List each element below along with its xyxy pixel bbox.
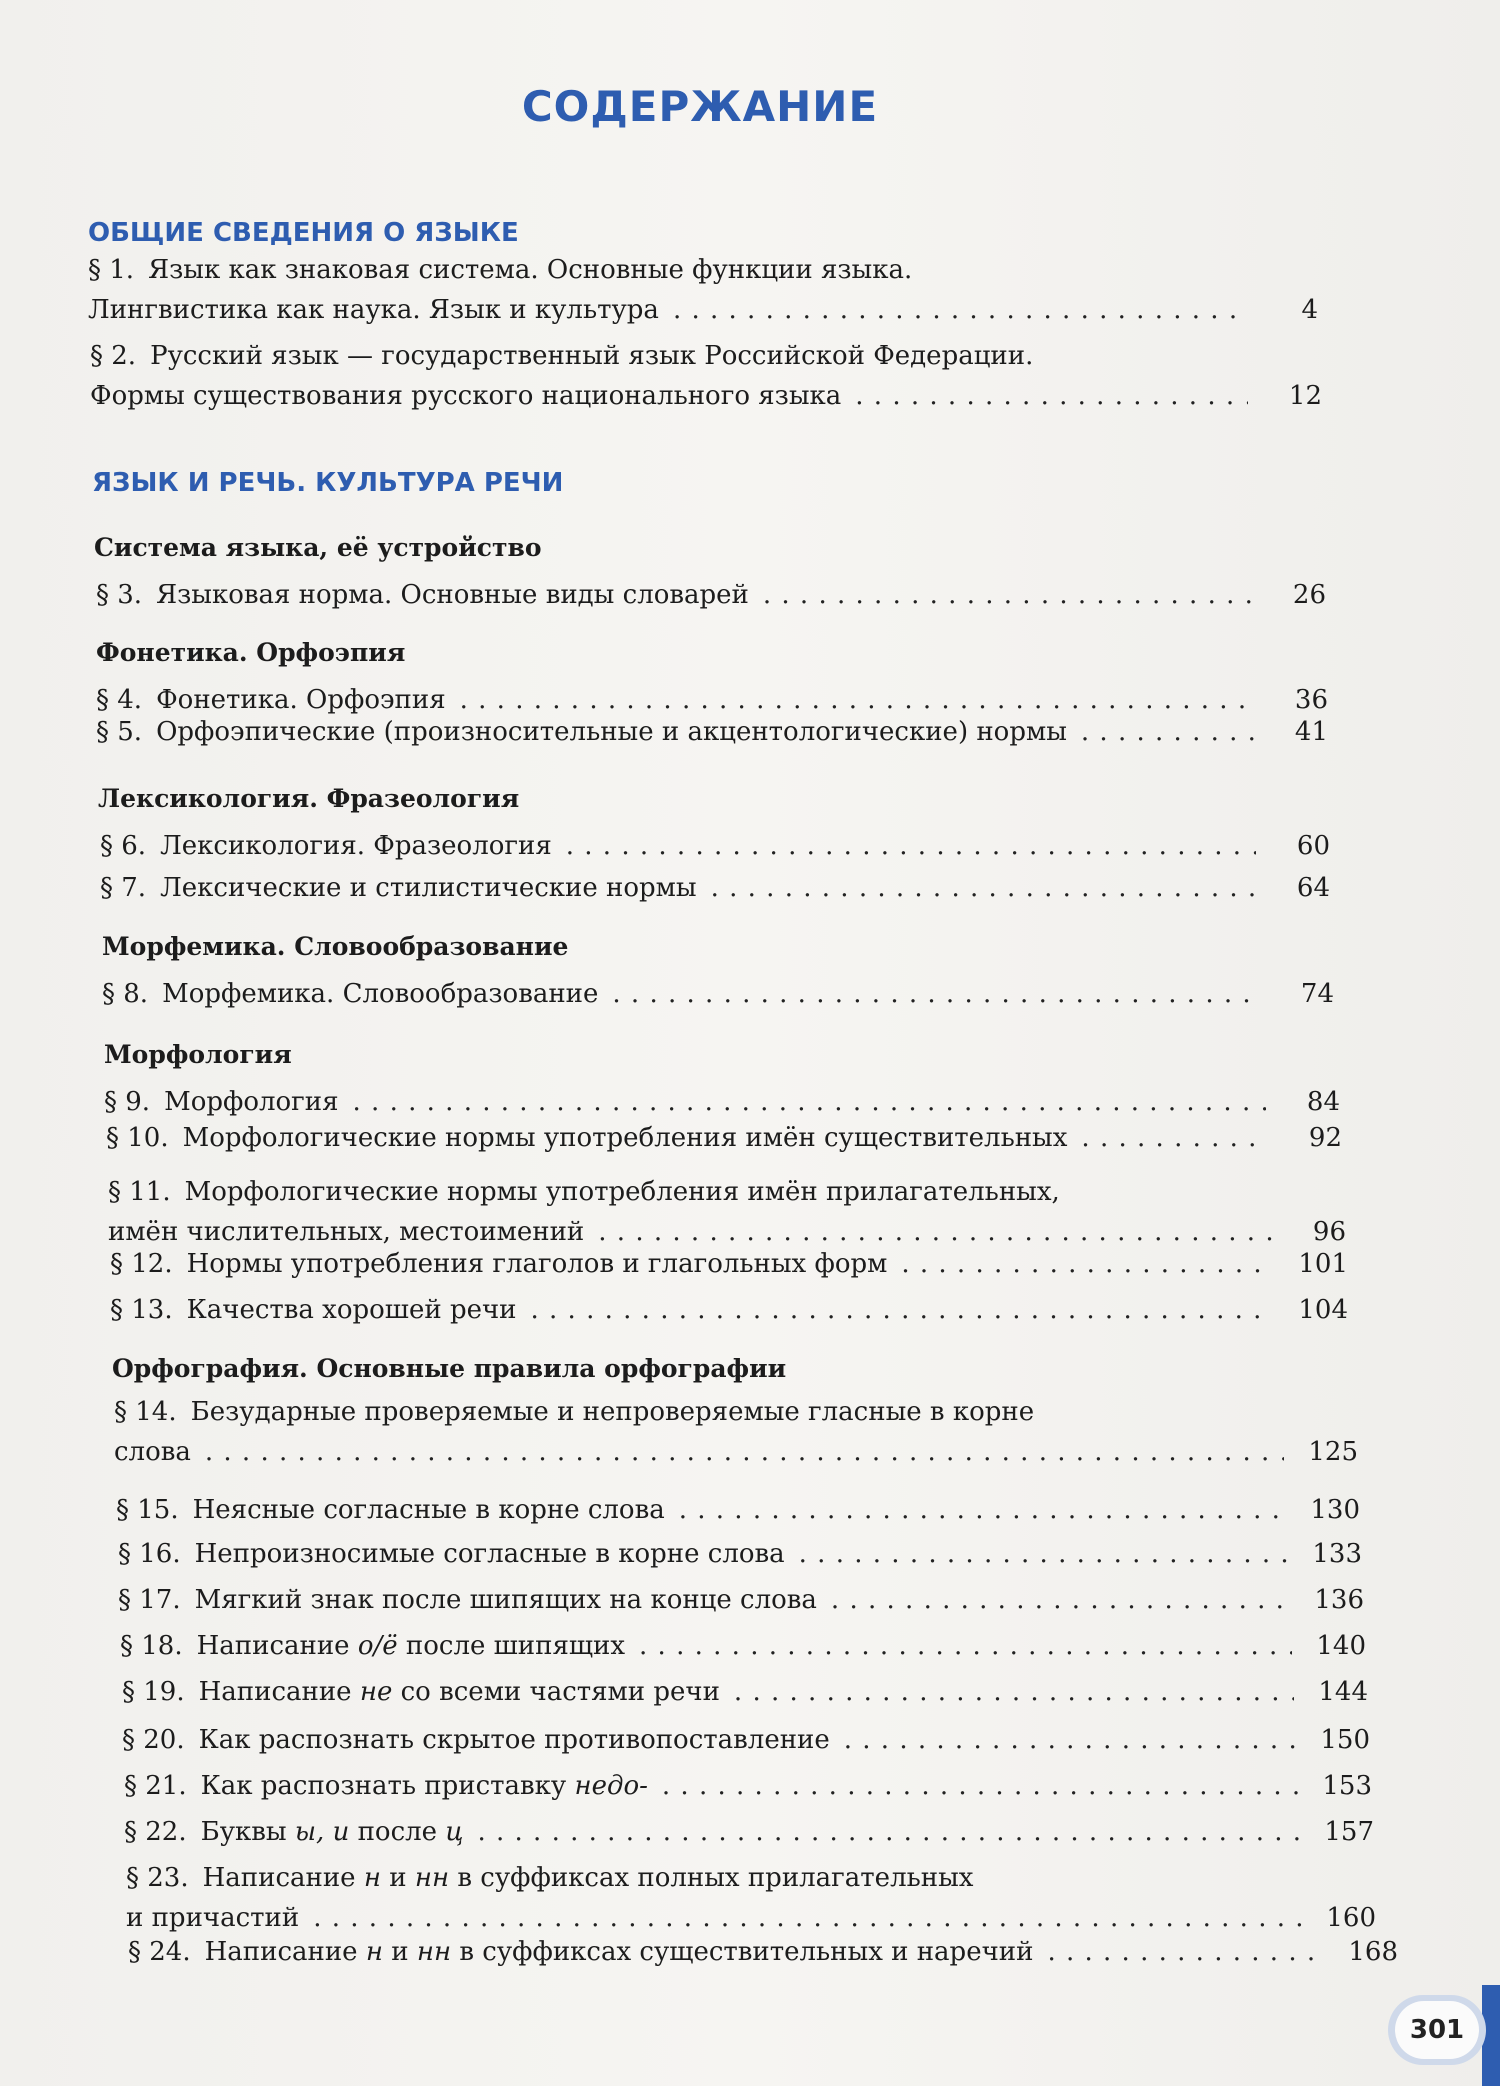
entry-title-cont: Формы существования русского национального языка	[90, 381, 842, 411]
toc-entry[interactable]	[110, 1244, 1348, 1284]
toc-entry[interactable]	[106, 1118, 1342, 1158]
toc-entry[interactable]	[96, 712, 1328, 752]
toc-entry[interactable]	[116, 1490, 1360, 1530]
entry-page: 130	[1310, 1495, 1360, 1525]
entry-number: § 19.	[122, 1677, 185, 1707]
entry-title: Написание о/ё после шипящих	[196, 1631, 626, 1661]
subsection-heading: Фонетика. Орфоэпия	[96, 638, 406, 667]
entry-number: § 15.	[116, 1495, 179, 1525]
entry-number: § 3.	[96, 580, 143, 610]
entry-page: 12	[1288, 381, 1322, 411]
entry-title: Язык как знаковая система. Основные функции языка.	[148, 255, 913, 285]
toc-entry[interactable]	[100, 868, 1330, 908]
toc-entry[interactable]	[104, 1082, 1340, 1122]
entry-title: Орфоэпические (произносительные и акцентологические) нормы	[156, 717, 1067, 747]
entry-page: 4	[1301, 295, 1318, 325]
entry-title: Мягкий знак после шипящих на конце слова	[194, 1585, 817, 1615]
entry-page: 140	[1316, 1631, 1366, 1661]
entry-title: Неясные согласные в корне слова	[192, 1495, 665, 1525]
section-heading: ЯЗЫК И РЕЧЬ. КУЛЬТУРА РЕЧИ	[92, 468, 564, 498]
section-heading: ОБЩИЕ СВЕДЕНИЯ О ЯЗЫКЕ	[88, 218, 519, 248]
entry-title: Морфемика. Словообразование	[162, 979, 599, 1009]
entry-number: § 10.	[106, 1123, 169, 1153]
toc-entry[interactable]	[118, 1534, 1362, 1574]
toc-entry[interactable]	[128, 1932, 1398, 1972]
entry-page: 157	[1324, 1817, 1374, 1847]
entry-page: 136	[1314, 1585, 1364, 1615]
entry-title: Как распознать приставку недо-	[200, 1771, 648, 1801]
page-number: 301	[1395, 2001, 1479, 2059]
entry-title: Морфологические нормы употребления имён существительных	[182, 1123, 1068, 1153]
entry-page: 125	[1308, 1437, 1358, 1467]
entry-number: § 21.	[124, 1771, 187, 1801]
entry-number: § 9.	[104, 1087, 151, 1117]
toc-entry[interactable]	[88, 250, 1318, 330]
entry-page: 26	[1292, 580, 1326, 610]
entry-page: 133	[1312, 1539, 1362, 1569]
toc-entry[interactable]	[96, 575, 1326, 615]
entry-number: § 16.	[118, 1539, 181, 1569]
toc-entry[interactable]	[120, 1626, 1366, 1666]
entry-page: 150	[1320, 1725, 1370, 1755]
entry-number: § 23.	[126, 1863, 189, 1893]
toc-entry[interactable]	[114, 1392, 1358, 1472]
entry-page: 101	[1298, 1249, 1348, 1279]
subsection-heading: Лексикология. Фразеология	[98, 784, 520, 813]
entry-title: Морфологические нормы употребления имён прилагательных,	[184, 1177, 1060, 1207]
toc-entry[interactable]	[124, 1812, 1374, 1852]
entry-number: § 5.	[96, 717, 143, 747]
entry-number: § 8.	[102, 979, 149, 1009]
toc-entry[interactable]	[110, 1290, 1348, 1330]
entry-number: § 13.	[110, 1295, 173, 1325]
entry-page: 168	[1348, 1937, 1398, 1967]
entry-title: Лексикология. Фразеология	[160, 831, 552, 861]
toc-entry[interactable]	[100, 826, 1330, 866]
entry-page: 64	[1296, 873, 1330, 903]
entry-page: 60	[1296, 831, 1330, 861]
entry-number: § 20.	[122, 1725, 185, 1755]
entry-title-cont: и причастий	[126, 1903, 300, 1933]
page-title: СОДЕРЖАНИЕ	[521, 82, 879, 131]
toc-entry[interactable]	[90, 336, 1322, 416]
entry-title: Написание н и нн в суффиксах существительных и наречий	[204, 1937, 1034, 1967]
toc-entry[interactable]	[124, 1766, 1372, 1806]
toc-entry[interactable]	[102, 974, 1334, 1014]
entry-title: Написание не со всеми частями речи	[198, 1677, 720, 1707]
subsection-heading: Орфография. Основные правила орфографии	[112, 1354, 787, 1383]
entry-number: § 6.	[100, 831, 147, 861]
entry-title-cont: имён числительных, местоимений	[108, 1217, 585, 1247]
entry-title: Русский язык — государственный язык Российской Федерации.	[150, 341, 1034, 371]
entry-title-cont: слова	[114, 1437, 191, 1467]
entry-page: 96	[1312, 1217, 1346, 1247]
entry-page: 74	[1300, 979, 1334, 1009]
entry-number: § 2.	[90, 341, 137, 371]
subsection-heading: Морфемика. Словообразование	[102, 932, 569, 961]
toc-entry[interactable]	[122, 1672, 1368, 1712]
toc-entry[interactable]	[108, 1172, 1346, 1252]
entry-number: § 24.	[128, 1937, 191, 1967]
entry-title: Написание н и нн в суффиксах полных прилагательных	[202, 1863, 974, 1893]
entry-number: § 14.	[114, 1397, 177, 1427]
toc-entry[interactable]	[118, 1580, 1364, 1620]
entry-title: Лексические и стилистические нормы	[160, 873, 697, 903]
entry-number: § 4.	[96, 685, 143, 715]
page-number-badge	[1388, 1995, 1486, 2065]
entry-title: Морфология	[164, 1087, 339, 1117]
entry-title: Языковая норма. Основные виды словарей	[156, 580, 749, 610]
entry-number: § 1.	[88, 255, 135, 285]
entry-number: § 12.	[110, 1249, 173, 1279]
entry-title: Качества хорошей речи	[186, 1295, 517, 1325]
entry-page: 144	[1318, 1677, 1368, 1707]
entry-number: § 17.	[118, 1585, 181, 1615]
entry-number: § 7.	[100, 873, 147, 903]
subsection-heading: Морфология	[104, 1040, 292, 1069]
entry-title: Как распознать скрытое противопоставление	[198, 1725, 830, 1755]
entry-title: Нормы употребления глаголов и глагольных форм	[186, 1249, 888, 1279]
entry-page: 41	[1294, 717, 1328, 747]
entry-number: § 11.	[108, 1177, 171, 1207]
entry-title: Буквы ы, и после ц	[200, 1817, 464, 1847]
entry-page: 160	[1326, 1903, 1376, 1933]
entry-title: Фонетика. Орфоэпия	[156, 685, 446, 715]
entry-page: 92	[1308, 1123, 1342, 1153]
entry-number: § 18.	[120, 1631, 183, 1661]
entry-title: Безударные проверяемые и непроверяемые гласные в корне	[190, 1397, 1035, 1427]
entry-page: 84	[1306, 1087, 1340, 1117]
toc-entry[interactable]	[126, 1858, 1376, 1938]
entry-title: Непроизносимые согласные в корне слова	[194, 1539, 785, 1569]
entry-number: § 22.	[124, 1817, 187, 1847]
subsection-heading: Система языка, её устройство	[94, 533, 542, 562]
entry-page: 36	[1294, 685, 1328, 715]
entry-page: 104	[1298, 1295, 1348, 1325]
entry-page: 153	[1322, 1771, 1372, 1801]
entry-title-cont: Лингвистика как наука. Язык и культура	[88, 295, 659, 325]
toc-entry[interactable]	[122, 1720, 1370, 1760]
